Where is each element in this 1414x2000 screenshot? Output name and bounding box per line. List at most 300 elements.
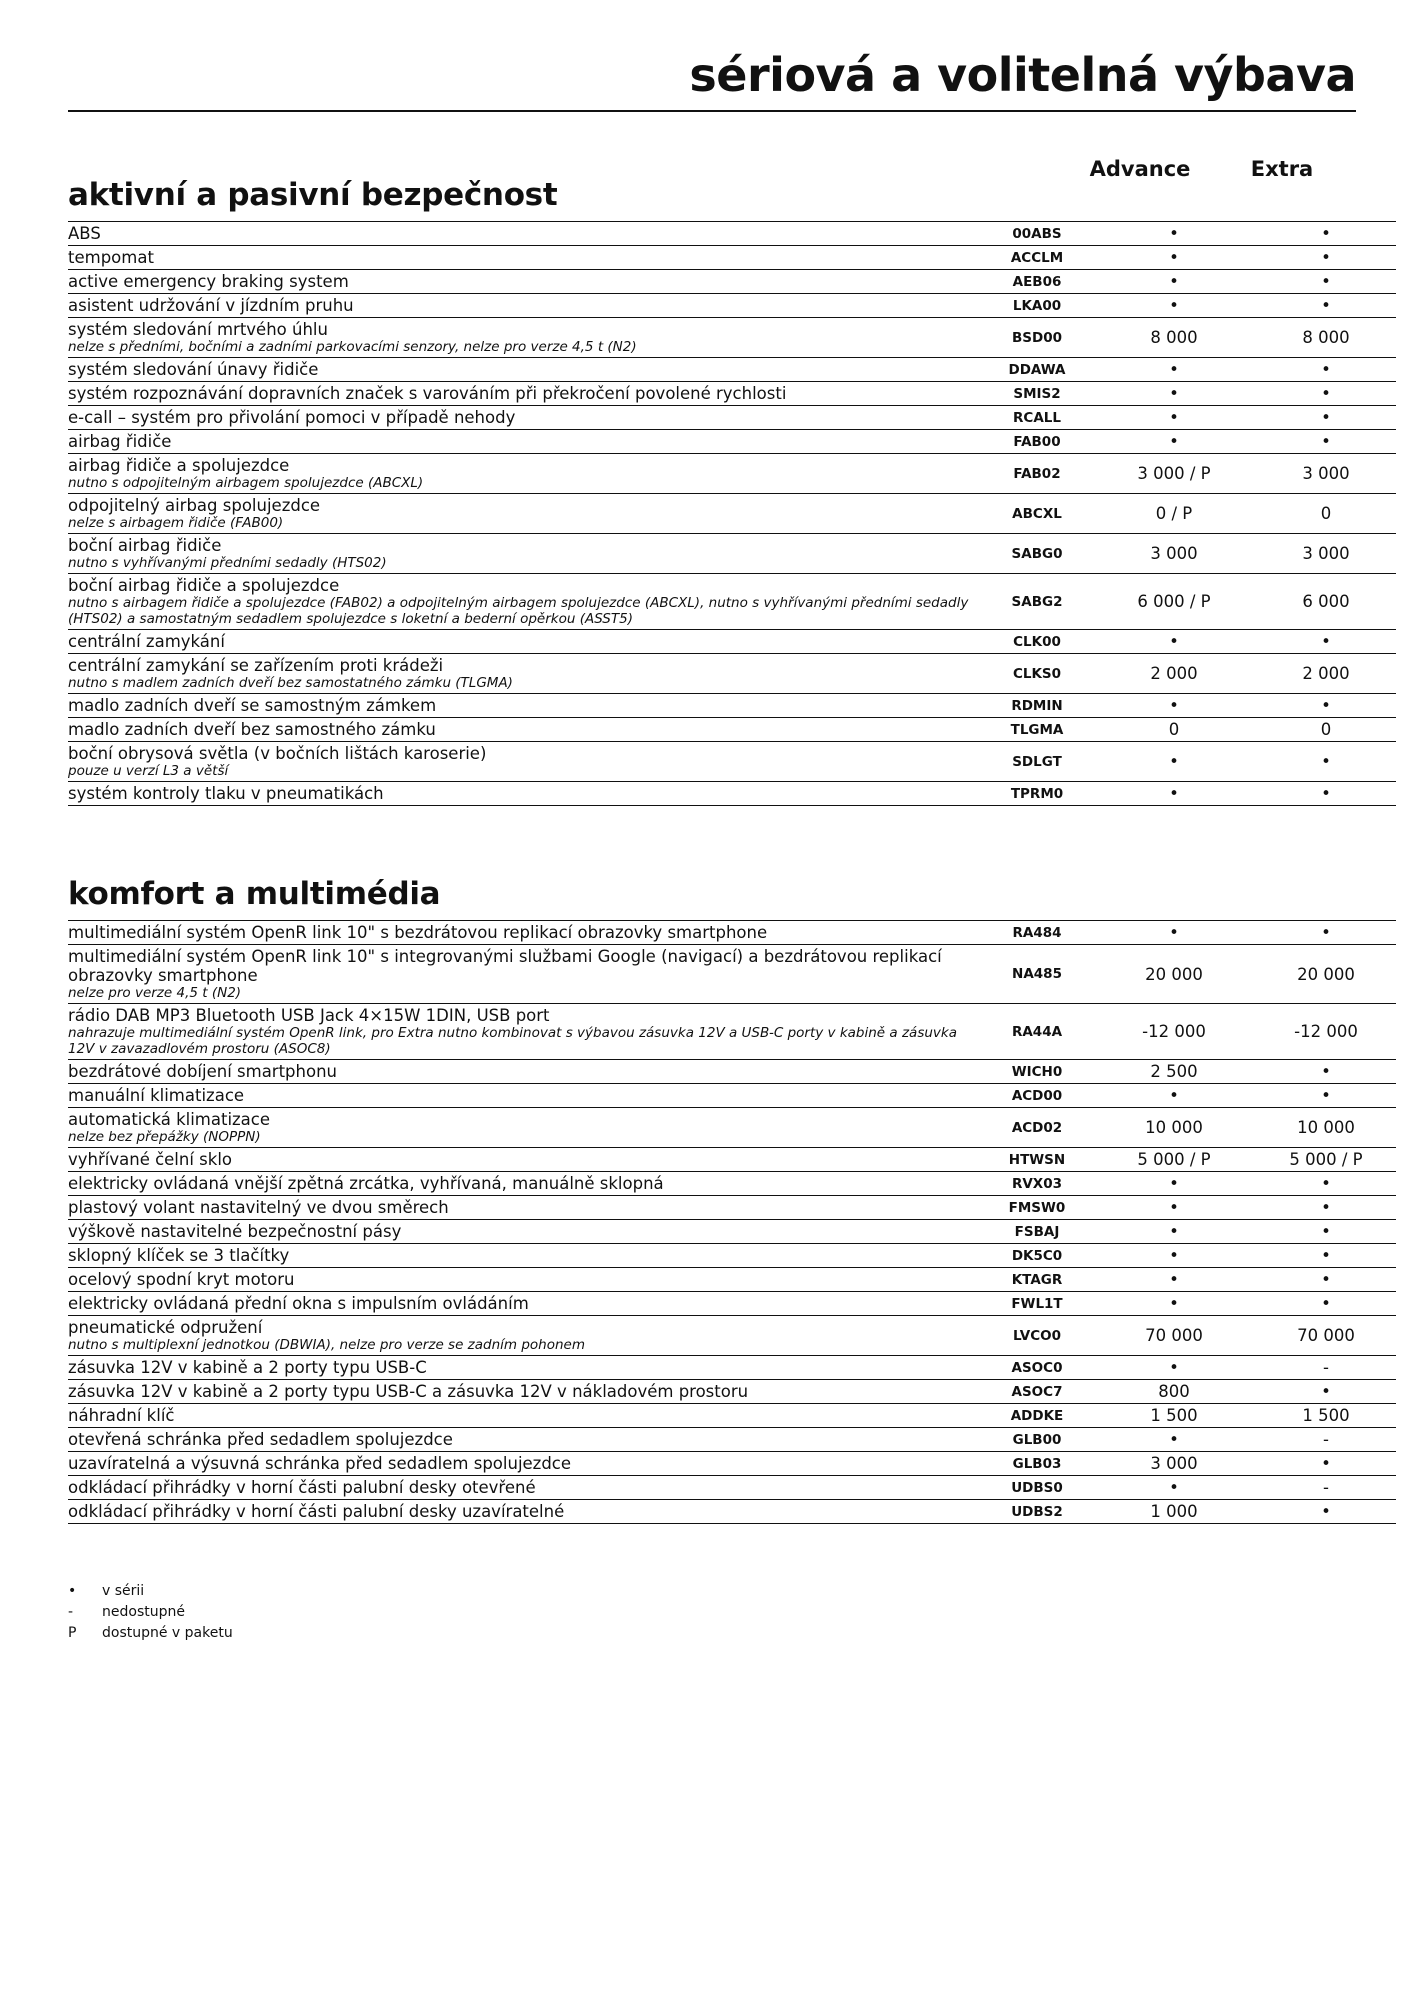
spacer [1244, 782, 1256, 806]
title-divider [68, 110, 1356, 112]
table-row [68, 382, 1396, 406]
advance-value: 8 000 [1104, 318, 1244, 358]
item-cell [68, 294, 982, 318]
table-row [68, 1404, 1396, 1428]
item-cell [68, 1380, 982, 1404]
advance-value: • [1104, 270, 1244, 294]
item-cell [68, 318, 982, 358]
item-note: nutno s vyhřívanými předními sedadly (HTS02) [68, 555, 387, 571]
table-row [68, 1268, 1396, 1292]
option-code: WICH0 [982, 1060, 1092, 1084]
column-header-extra: Extra [1250, 157, 1314, 181]
table-row [68, 921, 1396, 945]
option-code: AEB06 [982, 270, 1092, 294]
spacer [1092, 1292, 1104, 1316]
spacer [1092, 406, 1104, 430]
item-name: odpojitelný airbag spolujezdce [68, 496, 321, 515]
table-row [68, 1244, 1396, 1268]
item-cell [68, 246, 982, 270]
item-name: e-call – systém pro přivolání pomoci v případě nehody [68, 408, 516, 427]
extra-value: • [1256, 294, 1396, 318]
spacer [1092, 718, 1104, 742]
table-row [68, 742, 1396, 782]
option-code: ACCLM [982, 246, 1092, 270]
item-note: nelze pro verze 4,5 t (N2) [68, 985, 242, 1001]
item-name: boční airbag řidiče a spolujezdce [68, 576, 340, 595]
spacer [1244, 494, 1256, 534]
table-row [68, 630, 1396, 654]
item-name: systém rozpoznávání dopravních značek s varováním při překročení povolené rychlosti [68, 384, 787, 403]
legend-text: nedostupné [102, 1604, 185, 1620]
extra-value: 8 000 [1256, 318, 1396, 358]
spacer [1092, 1172, 1104, 1196]
item-cell [68, 1220, 982, 1244]
legend-symbol: • [68, 1583, 77, 1599]
extra-value: • [1256, 694, 1396, 718]
option-code: RA484 [982, 921, 1092, 945]
option-code: RDMIN [982, 694, 1092, 718]
spacer [1244, 1356, 1256, 1380]
spacer [1092, 921, 1104, 945]
advance-value: • [1104, 782, 1244, 806]
item-cell [68, 382, 982, 406]
spacer [1092, 534, 1104, 574]
spacer [1244, 294, 1256, 318]
spacer [1092, 1004, 1104, 1060]
table-row [68, 318, 1396, 358]
spacer [1092, 1084, 1104, 1108]
extra-value: -12 000 [1256, 1004, 1396, 1060]
extra-value: • [1256, 1172, 1396, 1196]
option-code: FAB00 [982, 430, 1092, 454]
spacer [1244, 630, 1256, 654]
option-code: ABCXL [982, 494, 1092, 534]
spacer [1092, 574, 1104, 630]
table-row [68, 694, 1396, 718]
spacer [1244, 1500, 1256, 1524]
extra-value: • [1256, 270, 1396, 294]
spacer [1092, 1500, 1104, 1524]
item-name: ocelový spodní kryt motoru [68, 1270, 295, 1289]
spacer [1092, 494, 1104, 534]
item-name: elektricky ovládaná přední okna s impulsním ovládáním [68, 1294, 529, 1313]
table-row [68, 718, 1396, 742]
equipment-table [68, 221, 1396, 806]
page-title: sériová a volitelná výbava [689, 48, 1356, 102]
option-code: 00ABS [982, 222, 1092, 246]
option-code: RCALL [982, 406, 1092, 430]
table-row [68, 1172, 1396, 1196]
item-cell [68, 1196, 982, 1220]
spacer [1244, 654, 1256, 694]
spacer [1092, 1356, 1104, 1380]
spacer [1092, 1244, 1104, 1268]
extra-value: • [1256, 782, 1396, 806]
spacer [1244, 1084, 1256, 1108]
advance-value: • [1104, 694, 1244, 718]
advance-value: • [1104, 1476, 1244, 1500]
table-row [68, 358, 1396, 382]
legend-text: v sérii [102, 1583, 145, 1599]
option-code: SABG2 [982, 574, 1092, 630]
advance-value: • [1104, 1196, 1244, 1220]
item-cell [68, 270, 982, 294]
table-row [68, 1060, 1396, 1084]
item-name: multimediální systém OpenR link 10" s bezdrátovou replikací obrazovky smartphone [68, 923, 768, 942]
spacer [1092, 1316, 1104, 1356]
spacer [1244, 454, 1256, 494]
item-name: odkládací přihrádky v horní části palubní desky uzavíratelné [68, 1502, 565, 1521]
item-name: ABS [68, 224, 101, 243]
extra-value: 1 500 [1256, 1404, 1396, 1428]
option-code: ACD02 [982, 1108, 1092, 1148]
option-code: FWL1T [982, 1292, 1092, 1316]
spacer [1092, 1196, 1104, 1220]
spacer [1244, 1148, 1256, 1172]
advance-value: • [1104, 406, 1244, 430]
section-comfort [68, 876, 1363, 1524]
table-row [68, 1428, 1396, 1452]
item-cell [68, 718, 982, 742]
legend-item [68, 1602, 233, 1623]
advance-value: 0 [1104, 718, 1244, 742]
spacer [1244, 1316, 1256, 1356]
extra-value: • [1256, 1500, 1396, 1524]
spacer [1092, 294, 1104, 318]
option-code: RVX03 [982, 1172, 1092, 1196]
option-code: SABG0 [982, 534, 1092, 574]
table-row [68, 654, 1396, 694]
spacer [1092, 1404, 1104, 1428]
item-name: výškově nastavitelné bezpečnostní pásy [68, 1222, 402, 1241]
spacer [1092, 782, 1104, 806]
spacer [1244, 358, 1256, 382]
item-cell [68, 358, 982, 382]
item-cell [68, 945, 982, 1004]
option-code: LVCO0 [982, 1316, 1092, 1356]
spacer [1092, 454, 1104, 494]
advance-value: 1 500 [1104, 1404, 1244, 1428]
item-cell [68, 574, 982, 630]
spacer [1092, 1060, 1104, 1084]
advance-value: 3 000 / P [1104, 454, 1244, 494]
option-code: KTAGR [982, 1268, 1092, 1292]
table-row [68, 270, 1396, 294]
item-cell [68, 1172, 982, 1196]
item-cell [68, 1268, 982, 1292]
advance-value: • [1104, 1244, 1244, 1268]
option-code: ASOC0 [982, 1356, 1092, 1380]
advance-value: 2 500 [1104, 1060, 1244, 1084]
extra-value: • [1256, 742, 1396, 782]
section-title: aktivní a pasivní bezpečnost [68, 177, 558, 213]
extra-value: 2 000 [1256, 654, 1396, 694]
extra-value: • [1256, 1244, 1396, 1268]
advance-value: 2 000 [1104, 654, 1244, 694]
spacer [1244, 318, 1256, 358]
item-name: rádio DAB MP3 Bluetooth USB Jack 4×15W 1DIN, USB port [68, 1006, 550, 1025]
item-note: nutno s airbagem řidiče a spolujezdce (FAB02) a odpojitelným airbagem spolujezdce (ABCXL), nutno s vyhřívanými předními sedadly (HTS02) a samostatným sedadlem spolujezdce s loketní a bederní opěrkou (ASST5) [68, 595, 969, 627]
item-name: centrální zamykání se zařízením proti krádeži [68, 656, 444, 675]
extra-value: • [1256, 222, 1396, 246]
item-name: airbag řidiče [68, 432, 172, 451]
advance-value: 10 000 [1104, 1108, 1244, 1148]
option-code: CLK00 [982, 630, 1092, 654]
spacer [1092, 945, 1104, 1004]
spacer [1092, 270, 1104, 294]
item-cell [68, 694, 982, 718]
spacer [1092, 1268, 1104, 1292]
option-code: ACD00 [982, 1084, 1092, 1108]
option-code: CLKS0 [982, 654, 1092, 694]
spacer [1092, 1428, 1104, 1452]
extra-value: 6 000 [1256, 574, 1396, 630]
item-cell [68, 1292, 982, 1316]
item-cell [68, 1084, 982, 1108]
spacer [1244, 1004, 1256, 1060]
section-safety [68, 177, 1356, 806]
spacer [1244, 1220, 1256, 1244]
spacer [1244, 1452, 1256, 1476]
item-name: multimediální systém OpenR link 10" s integrovanými službami Google (navigací) a bezdrátovou replikací obrazovky smartphone [68, 947, 942, 985]
advance-value: • [1104, 630, 1244, 654]
spacer [1092, 382, 1104, 406]
equipment-table [68, 920, 1396, 1524]
advance-value: • [1104, 222, 1244, 246]
table-row [68, 1500, 1396, 1524]
advance-value: • [1104, 1356, 1244, 1380]
item-name: elektricky ovládaná vnější zpětná zrcátka, vyhřívaná, manuálně sklopná [68, 1174, 664, 1193]
extra-value: • [1256, 1220, 1396, 1244]
extra-value: • [1256, 1380, 1396, 1404]
item-name: vyhřívané čelní sklo [68, 1150, 233, 1169]
extra-value: • [1256, 246, 1396, 270]
extra-value: 5 000 / P [1256, 1148, 1396, 1172]
extra-value: • [1256, 921, 1396, 945]
item-cell [68, 1452, 982, 1476]
spacer [1092, 358, 1104, 382]
spacer [1092, 742, 1104, 782]
item-cell [68, 1148, 982, 1172]
extra-value: - [1256, 1356, 1396, 1380]
spacer [1244, 1428, 1256, 1452]
item-note: nelze s airbagem řidiče (FAB00) [68, 515, 284, 531]
table-row [68, 1196, 1396, 1220]
extra-value: 0 [1256, 494, 1396, 534]
spacer [1244, 1244, 1256, 1268]
item-cell [68, 1316, 982, 1356]
advance-value: • [1104, 921, 1244, 945]
extra-value: • [1256, 1084, 1396, 1108]
table-row [68, 222, 1396, 246]
table-row [68, 1004, 1396, 1060]
item-name: zásuvka 12V v kabině a 2 porty typu USB-C [68, 1358, 427, 1377]
spacer [1092, 430, 1104, 454]
option-code: DDAWA [982, 358, 1092, 382]
item-name: otevřená schránka před sedadlem spolujezdce [68, 1430, 453, 1449]
extra-value: • [1256, 1196, 1396, 1220]
extra-value: • [1256, 1292, 1396, 1316]
spacer [1092, 246, 1104, 270]
table-row [68, 1476, 1396, 1500]
spacer [1244, 246, 1256, 270]
spacer [1092, 1220, 1104, 1244]
spacer [1244, 1380, 1256, 1404]
advance-value: 1 000 [1104, 1500, 1244, 1524]
option-code: UDBS2 [982, 1500, 1092, 1524]
advance-value: • [1104, 430, 1244, 454]
extra-value: • [1256, 430, 1396, 454]
extra-value: 20 000 [1256, 945, 1396, 1004]
item-note: nelze s předními, bočními a zadními parkovacími senzory, nelze pro verze 4,5 t (N2) [68, 339, 637, 355]
item-cell [68, 654, 982, 694]
table-row [68, 294, 1396, 318]
item-note: pouze u verzí L3 a větší [68, 763, 229, 779]
extra-value: • [1256, 1060, 1396, 1084]
option-code: LKA00 [982, 294, 1092, 318]
spacer [1092, 654, 1104, 694]
item-cell [68, 430, 982, 454]
option-code: UDBS0 [982, 1476, 1092, 1500]
table-row [68, 406, 1396, 430]
spacer [1244, 430, 1256, 454]
item-name: airbag řidiče a spolujezdce [68, 456, 290, 475]
advance-value: -12 000 [1104, 1004, 1244, 1060]
extra-value: • [1256, 358, 1396, 382]
option-code: DK5C0 [982, 1244, 1092, 1268]
item-cell [68, 534, 982, 574]
advance-value: 70 000 [1104, 1316, 1244, 1356]
item-name: uzavíratelná a výsuvná schránka před sedadlem spolujezdce [68, 1454, 572, 1473]
spacer [1244, 1292, 1256, 1316]
item-cell [68, 742, 982, 782]
option-code: ASOC7 [982, 1380, 1092, 1404]
advance-value: • [1104, 294, 1244, 318]
item-cell [68, 630, 982, 654]
table-row [68, 574, 1396, 630]
table-row [68, 1108, 1396, 1148]
legend-item [68, 1623, 233, 1644]
legend-symbol: - [68, 1604, 74, 1620]
spacer [1244, 742, 1256, 782]
spacer [1244, 1172, 1256, 1196]
item-name: manuální klimatizace [68, 1086, 245, 1105]
spacer [1244, 1476, 1256, 1500]
option-code: BSD00 [982, 318, 1092, 358]
item-cell [68, 1404, 982, 1428]
item-name: náhradní klíč [68, 1406, 175, 1425]
legend-item [68, 1581, 233, 1602]
item-cell [68, 222, 982, 246]
item-name: boční airbag řidiče [68, 536, 222, 555]
item-name: automatická klimatizace [68, 1110, 271, 1129]
item-note: nahrazuje multimediální systém OpenR link, pro Extra nutno kombinovat s výbavou zásuvka 12V a USB-C porty v kabině a zásuvka 12V v zavazadlovém prostoru (ASOC8) [68, 1025, 957, 1057]
table-row [68, 430, 1396, 454]
item-cell [68, 921, 982, 945]
extra-value: • [1256, 382, 1396, 406]
extra-value: 70 000 [1256, 1316, 1396, 1356]
legend-symbol: P [68, 1625, 77, 1641]
table-row [68, 454, 1396, 494]
option-code: FMSW0 [982, 1196, 1092, 1220]
option-code: ADDKE [982, 1404, 1092, 1428]
extra-value: • [1256, 406, 1396, 430]
spacer [1244, 718, 1256, 742]
spacer [1244, 534, 1256, 574]
item-cell [68, 494, 982, 534]
item-name: systém sledování únavy řidiče [68, 360, 319, 379]
item-cell [68, 1500, 982, 1524]
item-note: nutno s madlem zadních dveří bez samostatného zámku (TLGMA) [68, 675, 513, 691]
item-name: zásuvka 12V v kabině a 2 porty typu USB-C a zásuvka 12V v nákladovém prostoru [68, 1382, 749, 1401]
option-code: SMIS2 [982, 382, 1092, 406]
spacer [1092, 1148, 1104, 1172]
advance-value: • [1104, 1428, 1244, 1452]
advance-value: • [1104, 1292, 1244, 1316]
item-cell [68, 454, 982, 494]
advance-value: • [1104, 1268, 1244, 1292]
spacer [1092, 1380, 1104, 1404]
table-row [68, 1356, 1396, 1380]
option-code: GLB00 [982, 1428, 1092, 1452]
spacer [1092, 630, 1104, 654]
item-note: nelze bez přepážky (NOPPN) [68, 1129, 261, 1145]
item-name: pneumatické odpružení [68, 1318, 263, 1337]
spacer [1092, 1108, 1104, 1148]
item-name: centrální zamykání [68, 632, 225, 651]
spacer [1244, 945, 1256, 1004]
extra-value: - [1256, 1428, 1396, 1452]
item-cell [68, 782, 982, 806]
spacer [1244, 1404, 1256, 1428]
column-header-advance: Advance [1089, 157, 1191, 181]
table-row [68, 534, 1396, 574]
option-code: SDLGT [982, 742, 1092, 782]
item-name: boční obrysová světla (v bočních lištách karoserie) [68, 744, 487, 763]
table-row [68, 1292, 1396, 1316]
item-name: active emergency braking system [68, 272, 349, 291]
extra-value: 3 000 [1256, 454, 1396, 494]
extra-value: - [1256, 1476, 1396, 1500]
option-code: GLB03 [982, 1452, 1092, 1476]
option-code: FSBAJ [982, 1220, 1092, 1244]
option-code: RA44A [982, 1004, 1092, 1060]
table-row [68, 1220, 1396, 1244]
spacer [1244, 1108, 1256, 1148]
advance-value: 3 000 [1104, 534, 1244, 574]
spacer [1244, 270, 1256, 294]
advance-value: 0 / P [1104, 494, 1244, 534]
table-row [68, 1452, 1396, 1476]
spacer [1092, 694, 1104, 718]
spacer [1244, 1196, 1256, 1220]
item-cell [68, 1244, 982, 1268]
item-name: plastový volant nastavitelný ve dvou směrech [68, 1198, 449, 1217]
item-cell [68, 1004, 982, 1060]
item-note: nutno s odpojitelným airbagem spolujezdce (ABCXL) [68, 475, 424, 491]
table-row [68, 494, 1396, 534]
option-code: FAB02 [982, 454, 1092, 494]
item-name: systém kontroly tlaku v pneumatikách [68, 784, 384, 803]
advance-value: 6 000 / P [1104, 574, 1244, 630]
advance-value: • [1104, 358, 1244, 382]
spacer [1244, 1268, 1256, 1292]
option-code: NA485 [982, 945, 1092, 1004]
spacer [1244, 1060, 1256, 1084]
spacer [1244, 574, 1256, 630]
option-code: HTWSN [982, 1148, 1092, 1172]
spacer [1244, 921, 1256, 945]
